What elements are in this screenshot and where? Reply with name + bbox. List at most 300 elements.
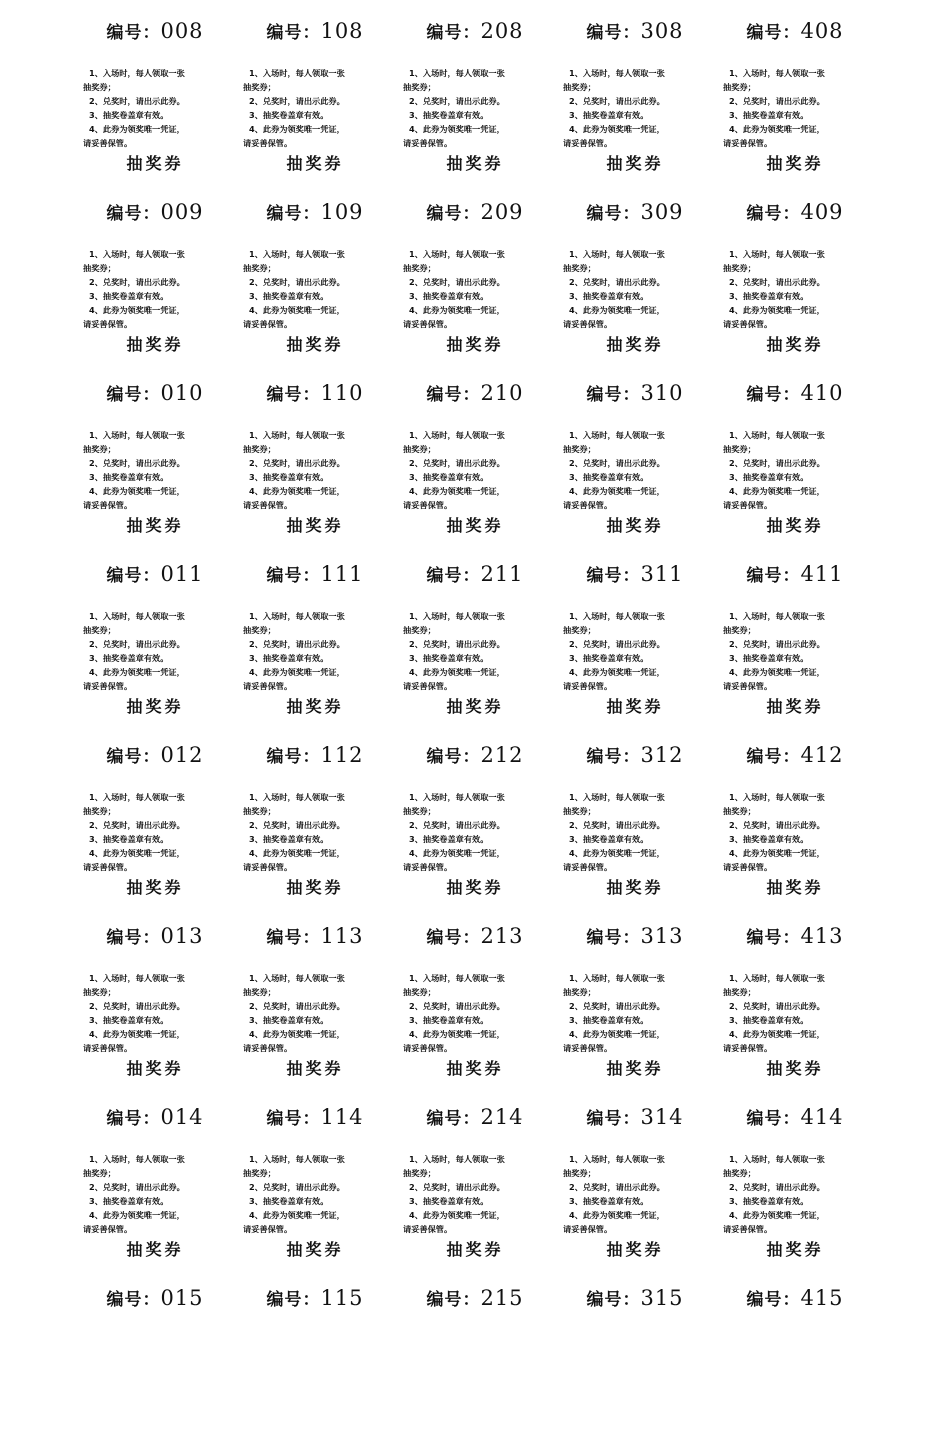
ticket-title: 抽奖券 <box>766 516 824 535</box>
ticket-rule-line: 2、兑奖时，请出示此券。 <box>729 277 825 287</box>
ticket-rules <box>563 1152 709 1236</box>
ticket-rule-line: 3、抽奖卷盖章有效。 <box>729 653 809 663</box>
ticket-title: 抽奖券 <box>766 335 824 354</box>
ticket-number-value: 009 <box>160 200 204 224</box>
ticket-rule-line: 请妥善保管。 <box>563 1224 613 1234</box>
ticket-rule-line: 2、兑奖时，请出示此券。 <box>409 1182 505 1192</box>
ticket-rule-line: 1、入场时，每人领取一张 <box>409 68 505 78</box>
ticket-rule-line: 请妥善保管。 <box>403 500 453 510</box>
ticket-rule-line: 3、抽奖卷盖章有效。 <box>409 834 489 844</box>
ticket-rules <box>723 66 869 150</box>
ticket-title: 抽奖券 <box>286 1059 344 1078</box>
ticket-number-value: 412 <box>800 743 844 767</box>
ticket-number-value: 413 <box>800 924 844 948</box>
ticket-rule-line: 2、兑奖时，请出示此券。 <box>249 639 345 649</box>
ticket-rules <box>243 971 389 1055</box>
ticket-number-line <box>715 740 875 770</box>
ticket-number-label: 编号： <box>426 385 481 405</box>
ticket-number-value: 410 <box>800 381 844 405</box>
ticket-title: 抽奖券 <box>286 516 344 535</box>
ticket-rule-line: 4、此券为领奖唯一凭证， <box>409 1029 505 1039</box>
ticket-rule-line: 4、此券为领奖唯一凭证， <box>729 848 825 858</box>
ticket-title: 抽奖券 <box>606 1240 664 1259</box>
ticket-rule-line: 请妥善保管。 <box>723 500 773 510</box>
ticket-rule-line: 3、抽奖卷盖章有效。 <box>409 1015 489 1025</box>
ticket-number-line <box>235 16 395 46</box>
ticket-rules <box>83 66 229 150</box>
ticket-number-value: 308 <box>640 19 684 43</box>
ticket-rule-line: 抽奖券； <box>243 987 276 997</box>
ticket-number-line <box>715 378 875 408</box>
ticket-rule-line: 抽奖券； <box>563 444 596 454</box>
ticket-number-line <box>395 1102 555 1132</box>
ticket-number-label: 编号： <box>426 566 481 586</box>
ticket-number-label: 编号： <box>266 747 321 767</box>
ticket-rules <box>563 428 709 512</box>
ticket-rule-line: 抽奖券； <box>563 806 596 816</box>
ticket-title: 抽奖券 <box>446 154 504 173</box>
ticket-cell <box>715 1086 875 1267</box>
ticket-rule-line: 1、入场时，每人领取一张 <box>729 973 825 983</box>
ticket-title: 抽奖券 <box>766 1059 824 1078</box>
ticket-title: 抽奖券 <box>286 697 344 716</box>
ticket-number-line <box>555 16 715 46</box>
ticket-cell <box>715 1267 875 1448</box>
ticket-number-label: 编号： <box>746 747 801 767</box>
ticket-rule-line: 3、抽奖卷盖章有效。 <box>569 1015 649 1025</box>
ticket-title: 抽奖券 <box>286 154 344 173</box>
ticket-cell <box>235 905 395 1086</box>
ticket-title: 抽奖券 <box>766 154 824 173</box>
ticket-rule-line: 3、抽奖卷盖章有效。 <box>249 1015 329 1025</box>
ticket-rule-line: 2、兑奖时，请出示此券。 <box>569 820 665 830</box>
ticket-cell <box>715 0 875 181</box>
ticket-rule-line: 抽奖券； <box>403 1168 436 1178</box>
ticket-rule-line: 3、抽奖卷盖章有效。 <box>89 291 169 301</box>
ticket-rule-line: 1、入场时，每人领取一张 <box>569 1154 665 1164</box>
ticket-number-value: 109 <box>320 200 364 224</box>
ticket-number-value: 209 <box>480 200 524 224</box>
ticket-rule-line: 4、此券为领奖唯一凭证， <box>89 1210 185 1220</box>
ticket-number-label: 编号： <box>426 747 481 767</box>
ticket-title: 抽奖券 <box>446 697 504 716</box>
ticket-number-label: 编号： <box>586 204 641 224</box>
ticket-number-value: 114 <box>320 1105 364 1129</box>
ticket-number-line <box>555 559 715 589</box>
ticket-rule-line: 抽奖券； <box>83 806 116 816</box>
ticket-rule-line: 4、此券为领奖唯一凭证， <box>569 667 665 677</box>
ticket-rules <box>83 971 229 1055</box>
ticket-number-line <box>555 1283 715 1313</box>
ticket-rule-line: 1、入场时，每人领取一张 <box>249 973 345 983</box>
ticket-rule-line: 抽奖券； <box>563 625 596 635</box>
ticket-number-label: 编号： <box>266 1109 321 1129</box>
ticket-number-value: 111 <box>320 562 364 586</box>
ticket-rule-line: 4、此券为领奖唯一凭证， <box>249 848 345 858</box>
ticket-rule-line: 2、兑奖时，请出示此券。 <box>569 639 665 649</box>
ticket-title: 抽奖券 <box>126 1059 184 1078</box>
ticket-cell <box>75 1086 235 1267</box>
ticket-rules <box>243 609 389 693</box>
ticket-cell <box>235 724 395 905</box>
ticket-rule-line: 3、抽奖卷盖章有效。 <box>249 110 329 120</box>
ticket-rule-line: 2、兑奖时，请出示此券。 <box>729 1001 825 1011</box>
ticket-number-line <box>395 197 555 227</box>
ticket-number-line <box>395 1283 555 1313</box>
ticket-number-label: 编号： <box>426 1109 481 1129</box>
ticket-number-line <box>715 16 875 46</box>
ticket-rule-line: 请妥善保管。 <box>243 681 293 691</box>
ticket-rule-line: 2、兑奖时，请出示此券。 <box>249 277 345 287</box>
ticket-number-value: 215 <box>480 1286 524 1310</box>
ticket-title: 抽奖券 <box>126 154 184 173</box>
ticket-number-label: 编号： <box>266 385 321 405</box>
ticket-rule-line: 2、兑奖时，请出示此券。 <box>89 277 185 287</box>
ticket-rule-line: 1、入场时，每人领取一张 <box>569 611 665 621</box>
ticket-number-label: 编号： <box>746 1290 801 1310</box>
ticket-number-line <box>715 1283 875 1313</box>
ticket-rule-line: 3、抽奖卷盖章有效。 <box>409 110 489 120</box>
ticket-rule-line: 2、兑奖时，请出示此券。 <box>569 1182 665 1192</box>
ticket-number-value: 310 <box>640 381 684 405</box>
ticket-rule-line: 抽奖券； <box>243 263 276 273</box>
ticket-rule-line: 抽奖券； <box>723 444 756 454</box>
ticket-rule-line: 4、此券为领奖唯一凭证， <box>569 486 665 496</box>
ticket-rule-line: 1、入场时，每人领取一张 <box>89 973 185 983</box>
ticket-rule-line: 抽奖券； <box>723 987 756 997</box>
ticket-rule-line: 抽奖券； <box>563 82 596 92</box>
ticket-rule-line: 2、兑奖时，请出示此券。 <box>89 458 185 468</box>
ticket-cell <box>555 1086 715 1267</box>
ticket-number-label: 编号： <box>746 204 801 224</box>
ticket-cell <box>715 181 875 362</box>
ticket-title: 抽奖券 <box>606 154 664 173</box>
ticket-cell <box>715 905 875 1086</box>
ticket-rule-line: 2、兑奖时，请出示此券。 <box>409 1001 505 1011</box>
ticket-rules <box>403 66 549 150</box>
ticket-cell <box>235 1086 395 1267</box>
ticket-number-line <box>75 378 235 408</box>
ticket-number-value: 108 <box>320 19 364 43</box>
ticket-rule-line: 抽奖券； <box>563 263 596 273</box>
ticket-number-label: 编号： <box>266 566 321 586</box>
ticket-rule-line: 请妥善保管。 <box>403 1224 453 1234</box>
ticket-rule-line: 请妥善保管。 <box>723 681 773 691</box>
ticket-rule-line: 抽奖券； <box>243 444 276 454</box>
ticket-cell <box>235 362 395 543</box>
ticket-number-value: 113 <box>320 924 364 948</box>
ticket-rule-line: 抽奖券； <box>83 1168 116 1178</box>
ticket-number-label: 编号： <box>106 928 161 948</box>
ticket-number-value: 014 <box>160 1105 204 1129</box>
ticket-rule-line: 请妥善保管。 <box>83 862 133 872</box>
ticket-cell <box>235 181 395 362</box>
ticket-rule-line: 抽奖券； <box>83 625 116 635</box>
ticket-rule-line: 2、兑奖时，请出示此券。 <box>89 1182 185 1192</box>
ticket-rule-line: 4、此券为领奖唯一凭证， <box>569 305 665 315</box>
ticket-rule-line: 4、此券为领奖唯一凭证， <box>89 848 185 858</box>
ticket-number-line <box>395 378 555 408</box>
ticket-rule-line: 请妥善保管。 <box>83 319 133 329</box>
ticket-rule-line: 4、此券为领奖唯一凭证， <box>249 667 345 677</box>
ticket-rule-line: 4、此券为领奖唯一凭证， <box>569 1029 665 1039</box>
ticket-number-line <box>715 197 875 227</box>
ticket-rule-line: 3、抽奖卷盖章有效。 <box>569 110 649 120</box>
ticket-number-value: 312 <box>640 743 684 767</box>
ticket-rule-line: 4、此券为领奖唯一凭证， <box>249 486 345 496</box>
ticket-rule-line: 4、此券为领奖唯一凭证， <box>409 124 505 134</box>
ticket-rule-line: 请妥善保管。 <box>403 1043 453 1053</box>
ticket-rule-line: 3、抽奖卷盖章有效。 <box>569 834 649 844</box>
ticket-rule-line: 抽奖券； <box>403 987 436 997</box>
ticket-rule-line: 1、入场时，每人领取一张 <box>89 792 185 802</box>
ticket-title: 抽奖券 <box>126 697 184 716</box>
ticket-rule-line: 2、兑奖时，请出示此券。 <box>249 458 345 468</box>
ticket-rule-line: 2、兑奖时，请出示此券。 <box>729 458 825 468</box>
ticket-rule-line: 3、抽奖卷盖章有效。 <box>569 1196 649 1206</box>
ticket-rules <box>723 1152 869 1236</box>
ticket-title: 抽奖券 <box>606 697 664 716</box>
ticket-rule-line: 3、抽奖卷盖章有效。 <box>569 291 649 301</box>
ticket-rule-line: 1、入场时，每人领取一张 <box>249 430 345 440</box>
ticket-rule-line: 抽奖券； <box>723 263 756 273</box>
ticket-number-label: 编号： <box>106 23 161 43</box>
ticket-cell <box>235 1267 395 1448</box>
ticket-rules <box>243 247 389 331</box>
ticket-cell <box>555 362 715 543</box>
ticket-rule-line: 3、抽奖卷盖章有效。 <box>409 291 489 301</box>
ticket-rule-line: 1、入场时，每人领取一张 <box>409 249 505 259</box>
ticket-rule-line: 1、入场时，每人领取一张 <box>729 249 825 259</box>
ticket-number-line <box>75 921 235 951</box>
ticket-rule-line: 请妥善保管。 <box>723 1043 773 1053</box>
ticket-rule-line: 1、入场时，每人领取一张 <box>249 249 345 259</box>
ticket-number-value: 015 <box>160 1286 204 1310</box>
ticket-number-value: 414 <box>800 1105 844 1129</box>
ticket-rules <box>563 790 709 874</box>
ticket-rule-line: 抽奖券； <box>83 444 116 454</box>
ticket-rule-line: 抽奖券； <box>403 806 436 816</box>
ticket-cell <box>555 1267 715 1448</box>
ticket-rule-line: 请妥善保管。 <box>243 138 293 148</box>
ticket-rule-line: 抽奖券； <box>723 82 756 92</box>
ticket-rules <box>83 609 229 693</box>
ticket-rule-line: 1、入场时，每人领取一张 <box>89 430 185 440</box>
ticket-rule-line: 请妥善保管。 <box>243 1224 293 1234</box>
ticket-rule-line: 抽奖券； <box>563 987 596 997</box>
ticket-rule-line: 2、兑奖时，请出示此券。 <box>89 96 185 106</box>
ticket-rules <box>83 247 229 331</box>
ticket-rule-line: 1、入场时，每人领取一张 <box>249 611 345 621</box>
ticket-rules <box>723 971 869 1055</box>
ticket-title: 抽奖券 <box>286 335 344 354</box>
ticket-rule-line: 1、入场时，每人领取一张 <box>409 973 505 983</box>
ticket-rule-line: 1、入场时，每人领取一张 <box>409 1154 505 1164</box>
ticket-number-line <box>75 197 235 227</box>
ticket-rule-line: 3、抽奖卷盖章有效。 <box>89 472 169 482</box>
ticket-number-label: 编号： <box>426 928 481 948</box>
ticket-rule-line: 4、此券为领奖唯一凭证， <box>729 667 825 677</box>
ticket-number-label: 编号： <box>266 23 321 43</box>
ticket-title: 抽奖券 <box>286 878 344 897</box>
ticket-number-value: 309 <box>640 200 684 224</box>
ticket-title: 抽奖券 <box>126 878 184 897</box>
ticket-cell <box>555 543 715 724</box>
ticket-rule-line: 1、入场时，每人领取一张 <box>569 249 665 259</box>
ticket-rule-line: 4、此券为领奖唯一凭证， <box>729 486 825 496</box>
ticket-rule-line: 3、抽奖卷盖章有效。 <box>729 472 809 482</box>
ticket-rules <box>403 790 549 874</box>
ticket-rule-line: 2、兑奖时，请出示此券。 <box>89 820 185 830</box>
ticket-cell <box>395 0 555 181</box>
ticket-rule-line: 1、入场时，每人领取一张 <box>569 792 665 802</box>
ticket-title: 抽奖券 <box>766 878 824 897</box>
ticket-rule-line: 抽奖券； <box>403 263 436 273</box>
ticket-number-value: 211 <box>480 562 524 586</box>
ticket-rule-line: 请妥善保管。 <box>563 862 613 872</box>
ticket-title: 抽奖券 <box>606 1059 664 1078</box>
ticket-rule-line: 2、兑奖时，请出示此券。 <box>569 96 665 106</box>
ticket-rules <box>403 609 549 693</box>
ticket-rule-line: 2、兑奖时，请出示此券。 <box>569 277 665 287</box>
ticket-number-label: 编号： <box>106 1290 161 1310</box>
ticket-cell <box>715 543 875 724</box>
ticket-number-label: 编号： <box>426 23 481 43</box>
ticket-rule-line: 3、抽奖卷盖章有效。 <box>249 653 329 663</box>
ticket-rule-line: 4、此券为领奖唯一凭证， <box>569 124 665 134</box>
ticket-rule-line: 4、此券为领奖唯一凭证， <box>89 305 185 315</box>
ticket-rule-line: 2、兑奖时，请出示此券。 <box>729 820 825 830</box>
ticket-rule-line: 抽奖券； <box>563 1168 596 1178</box>
ticket-cell <box>395 724 555 905</box>
ticket-rule-line: 2、兑奖时，请出示此券。 <box>569 458 665 468</box>
ticket-number-value: 013 <box>160 924 204 948</box>
ticket-rule-line: 2、兑奖时，请出示此券。 <box>569 1001 665 1011</box>
ticket-number-line <box>555 921 715 951</box>
ticket-number-value: 210 <box>480 381 524 405</box>
ticket-rule-line: 请妥善保管。 <box>403 862 453 872</box>
ticket-number-value: 112 <box>320 743 364 767</box>
ticket-rules <box>243 790 389 874</box>
ticket-rule-line: 4、此券为领奖唯一凭证， <box>569 848 665 858</box>
ticket-rule-line: 抽奖券； <box>83 987 116 997</box>
ticket-rules <box>723 428 869 512</box>
ticket-cell <box>395 543 555 724</box>
ticket-title: 抽奖券 <box>126 1240 184 1259</box>
ticket-rule-line: 抽奖券； <box>403 82 436 92</box>
ticket-rule-line: 1、入场时，每人领取一张 <box>569 430 665 440</box>
ticket-rule-line: 1、入场时，每人领取一张 <box>729 792 825 802</box>
ticket-number-value: 012 <box>160 743 204 767</box>
ticket-number-line <box>235 1283 395 1313</box>
ticket-number-line <box>75 559 235 589</box>
ticket-rule-line: 3、抽奖卷盖章有效。 <box>249 1196 329 1206</box>
ticket-number-label: 编号： <box>746 1109 801 1129</box>
ticket-rule-line: 4、此券为领奖唯一凭证， <box>249 124 345 134</box>
ticket-rule-line: 1、入场时，每人领取一张 <box>89 611 185 621</box>
ticket-cell <box>235 543 395 724</box>
ticket-number-line <box>715 921 875 951</box>
ticket-rule-line: 3、抽奖卷盖章有效。 <box>729 1015 809 1025</box>
ticket-rule-line: 4、此券为领奖唯一凭证， <box>249 1029 345 1039</box>
ticket-rule-line: 1、入场时，每人领取一张 <box>249 792 345 802</box>
ticket-cell <box>75 0 235 181</box>
ticket-rule-line: 3、抽奖卷盖章有效。 <box>729 291 809 301</box>
ticket-rule-line: 1、入场时，每人领取一张 <box>729 68 825 78</box>
ticket-rule-line: 请妥善保管。 <box>403 319 453 329</box>
ticket-rule-line: 2、兑奖时，请出示此券。 <box>409 458 505 468</box>
ticket-rule-line: 2、兑奖时，请出示此券。 <box>729 1182 825 1192</box>
ticket-number-line <box>395 921 555 951</box>
ticket-number-label: 编号： <box>266 204 321 224</box>
ticket-title: 抽奖券 <box>286 1240 344 1259</box>
ticket-rule-line: 请妥善保管。 <box>723 1224 773 1234</box>
ticket-title: 抽奖券 <box>606 878 664 897</box>
ticket-rule-line: 3、抽奖卷盖章有效。 <box>729 834 809 844</box>
ticket-number-line <box>235 921 395 951</box>
ticket-rule-line: 请妥善保管。 <box>83 1043 133 1053</box>
ticket-rule-line: 请妥善保管。 <box>403 138 453 148</box>
ticket-rules <box>403 428 549 512</box>
ticket-number-line <box>715 1102 875 1132</box>
ticket-number-label: 编号： <box>746 928 801 948</box>
ticket-cell <box>75 905 235 1086</box>
ticket-rule-line: 3、抽奖卷盖章有效。 <box>249 291 329 301</box>
ticket-number-line <box>75 1102 235 1132</box>
ticket-rule-line: 请妥善保管。 <box>723 138 773 148</box>
ticket-rule-line: 3、抽奖卷盖章有效。 <box>249 834 329 844</box>
ticket-title: 抽奖券 <box>126 516 184 535</box>
ticket-rule-line: 1、入场时，每人领取一张 <box>89 68 185 78</box>
ticket-title: 抽奖券 <box>606 335 664 354</box>
ticket-cell <box>75 1267 235 1448</box>
ticket-number-label: 编号： <box>746 23 801 43</box>
ticket-rule-line: 1、入场时，每人领取一张 <box>249 1154 345 1164</box>
ticket-cell <box>715 362 875 543</box>
ticket-number-line <box>235 740 395 770</box>
ticket-number-value: 208 <box>480 19 524 43</box>
ticket-rule-line: 2、兑奖时，请出示此券。 <box>409 820 505 830</box>
ticket-rule-line: 3、抽奖卷盖章有效。 <box>409 653 489 663</box>
ticket-rule-line: 请妥善保管。 <box>403 681 453 691</box>
ticket-rule-line: 2、兑奖时，请出示此券。 <box>249 1001 345 1011</box>
ticket-rule-line: 2、兑奖时，请出示此券。 <box>409 639 505 649</box>
ticket-rule-line: 抽奖券； <box>83 82 116 92</box>
ticket-rules <box>83 428 229 512</box>
ticket-number-value: 011 <box>160 562 204 586</box>
ticket-rules <box>563 609 709 693</box>
ticket-cell <box>395 362 555 543</box>
ticket-number-value: 409 <box>800 200 844 224</box>
ticket-number-label: 编号： <box>266 1290 321 1310</box>
ticket-rule-line: 2、兑奖时，请出示此券。 <box>89 1001 185 1011</box>
ticket-rules <box>403 1152 549 1236</box>
ticket-number-line <box>75 16 235 46</box>
ticket-rule-line: 3、抽奖卷盖章有效。 <box>569 472 649 482</box>
ticket-rule-line: 4、此券为领奖唯一凭证， <box>249 305 345 315</box>
ticket-rules <box>83 790 229 874</box>
ticket-rule-line: 4、此券为领奖唯一凭证， <box>89 486 185 496</box>
ticket-title: 抽奖券 <box>446 335 504 354</box>
ticket-rules <box>243 428 389 512</box>
ticket-number-value: 311 <box>640 562 684 586</box>
ticket-number-value: 115 <box>320 1286 364 1310</box>
ticket-rule-line: 抽奖券； <box>243 806 276 816</box>
ticket-rule-line: 2、兑奖时，请出示此券。 <box>249 1182 345 1192</box>
ticket-rule-line: 请妥善保管。 <box>243 862 293 872</box>
ticket-number-label: 编号： <box>586 747 641 767</box>
ticket-cell <box>395 181 555 362</box>
